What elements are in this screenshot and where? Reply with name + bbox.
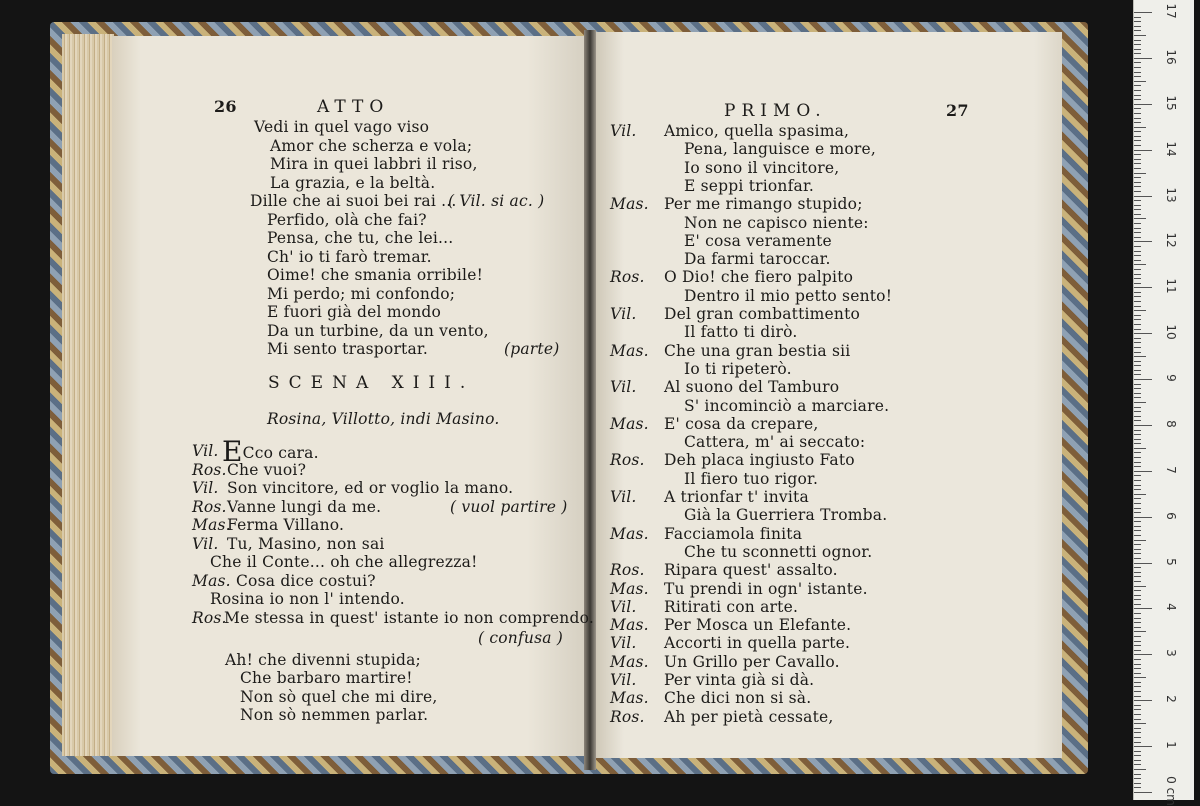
ruler-minor-tick (1134, 673, 1141, 674)
ruler-minor-tick (1134, 81, 1146, 82)
verse-line: Amor che scherza e vola; (270, 136, 473, 155)
dialogue-line: Son vincitore, ed or voglio la mano. (227, 479, 514, 497)
dialogue-line: Che dici non si sà. (664, 689, 812, 708)
speaker-label: Vil. (610, 671, 637, 689)
ruler-minor-tick (1134, 452, 1141, 453)
ruler-minor-tick (1134, 264, 1146, 265)
ruler-minor-tick (1134, 677, 1146, 678)
speaker-label: Vil. (610, 378, 637, 397)
ruler-minor-tick (1134, 85, 1141, 86)
ruler-minor-tick (1134, 783, 1141, 784)
ruler-minor-tick (1134, 95, 1141, 96)
speaker-label: Mas. (610, 652, 649, 671)
dialogue-line: Del gran combattimento (664, 305, 861, 323)
dialogue-line: E' cosa veramente (684, 231, 832, 250)
ruler-minor-tick (1134, 503, 1141, 504)
ruler-minor-tick (1134, 255, 1141, 256)
ruler-minor-tick (1134, 388, 1141, 389)
verse-line: Mi sento trasportar. (267, 340, 428, 358)
ruler-minor-tick (1134, 686, 1141, 687)
ruler-minor-tick (1134, 544, 1141, 545)
ruler-tick (1134, 700, 1152, 701)
ruler-minor-tick (1134, 595, 1141, 596)
ruler-minor-tick (1134, 269, 1141, 270)
stage-direction: ( confusa ) (478, 628, 564, 647)
ruler-minor-tick (1134, 342, 1141, 343)
ruler-minor-tick (1134, 30, 1141, 31)
ruler-minor-tick (1134, 590, 1141, 591)
ruler-minor-tick (1134, 274, 1141, 275)
ruler-minor-tick (1134, 769, 1146, 770)
ruler-minor-tick (1134, 228, 1141, 229)
ruler-minor-tick (1134, 494, 1146, 495)
ruler-minor-tick (1134, 420, 1141, 421)
aria-line: Non sò nemmen parlar. (240, 706, 429, 724)
ruler-minor-tick (1134, 296, 1141, 297)
speaker-label: Ros. (192, 497, 227, 516)
drop-initial: E (222, 435, 243, 468)
dialogue-line: Ah per pietà cessate, (664, 707, 834, 726)
speaker-label: Mas. (610, 341, 649, 360)
ruler-minor-tick (1134, 475, 1141, 476)
ruler-number: 4 (1164, 603, 1178, 612)
ruler-minor-tick (1134, 17, 1141, 18)
ruler-minor-tick (1134, 127, 1146, 128)
measuring-ruler (1133, 0, 1194, 806)
right-page (596, 32, 1062, 758)
ruler-minor-tick (1134, 361, 1141, 362)
ruler-minor-tick (1134, 567, 1141, 568)
ruler-minor-tick (1134, 44, 1141, 45)
ruler-minor-tick (1134, 714, 1141, 715)
dialogue-line: A trionfar t' invita (664, 488, 809, 506)
ruler-minor-tick (1134, 485, 1141, 486)
dialogue-line: Ritirati con arte. (664, 597, 799, 616)
ruler-minor-tick (1134, 35, 1146, 36)
speaker-label: Vil. (610, 305, 637, 323)
ruler-minor-tick (1134, 540, 1146, 541)
page-number: 26 (214, 97, 237, 116)
ruler-minor-tick (1134, 728, 1141, 729)
page-edges (62, 34, 114, 756)
ruler-number: 14 (1164, 141, 1178, 157)
ruler-tick (1134, 608, 1152, 609)
ruler-minor-tick (1134, 209, 1141, 210)
ruler-minor-tick (1134, 200, 1141, 201)
ruler-minor-tick (1134, 163, 1141, 164)
ruler-minor-tick (1134, 40, 1141, 41)
speaker-label: Vil. (192, 534, 219, 553)
ruler-tick (1134, 563, 1152, 564)
verse-line: Perfido, olà che fai? (267, 210, 427, 229)
ruler-minor-tick (1134, 347, 1141, 348)
ruler-minor-tick (1134, 402, 1146, 403)
dialogue-line: Vanne lungi da me. (227, 497, 382, 516)
ruler-tick (1134, 792, 1152, 793)
ruler-number: 7 (1164, 465, 1178, 474)
ruler-minor-tick (1134, 572, 1141, 573)
speaker-label: Vil. (610, 634, 637, 653)
ruler-number: 15 (1164, 95, 1178, 111)
speaker-label: Ros. (192, 460, 227, 479)
ruler-minor-tick (1134, 319, 1141, 320)
ruler-minor-tick (1134, 480, 1141, 481)
dialogue-line: Un Grillo per Cavallo. (664, 652, 840, 671)
verse-line: Mi perdo; mi confondo; (267, 284, 456, 303)
ruler-minor-tick (1134, 90, 1141, 91)
page-number: 27 (946, 101, 969, 120)
ruler-minor-tick (1134, 283, 1141, 284)
ruler-minor-tick (1134, 191, 1141, 192)
dialogue-line: Deh placa ingiusto Fato (664, 451, 855, 470)
ruler-minor-tick (1134, 705, 1141, 706)
speaker-label: Mas. (610, 616, 649, 635)
speaker-label: Ros. (610, 707, 645, 726)
dialogue-line: Il fiero tuo rigor. (684, 469, 819, 488)
dialogue-line: Da farmi taroccar. (684, 250, 831, 269)
ruler-number: 16 (1164, 49, 1178, 65)
ruler-minor-tick (1134, 122, 1141, 123)
aria-line: Che barbaro martire! (240, 669, 413, 687)
ruler-minor-tick (1134, 618, 1141, 619)
dialogue-line: Ripara quest' assalto. (664, 561, 838, 580)
ruler-minor-tick (1134, 26, 1141, 27)
ruler-minor-tick (1134, 310, 1146, 311)
ruler-minor-tick (1134, 613, 1141, 614)
aria-line: Ah! che divenni stupida; (225, 650, 421, 669)
dialogue-line: Accorti in quella parte. (664, 634, 851, 653)
ruler-minor-tick (1134, 108, 1141, 109)
dialogue-line: S' incominciò a marciare. (684, 396, 890, 415)
ruler-number: 8 (1164, 420, 1178, 428)
ruler-minor-tick (1134, 760, 1141, 761)
ruler-tick (1134, 241, 1152, 242)
ruler-minor-tick (1134, 774, 1141, 775)
ruler-minor-tick (1134, 136, 1141, 137)
stage-direction: ( vuol partire ) (450, 497, 568, 516)
ruler-minor-tick (1134, 393, 1141, 394)
ruler-number: 9 (1164, 374, 1178, 382)
speaker-label: Vil. (610, 122, 637, 140)
ruler-minor-tick (1134, 462, 1141, 463)
ruler-minor-tick (1134, 173, 1146, 174)
ruler-minor-tick (1134, 118, 1141, 119)
verse-line: Dille che ai suoi bei rai ... (250, 192, 457, 210)
ruler-minor-tick (1134, 72, 1141, 73)
ruler-number: 0 cm (1164, 776, 1178, 806)
ruler-tick (1134, 104, 1152, 105)
ruler-minor-tick (1134, 416, 1141, 417)
dialogue-line: E' cosa da crepare, (664, 414, 819, 433)
ruler-minor-tick (1134, 338, 1141, 339)
left-page (112, 36, 594, 756)
dialogue-line: Io ti ripeterò. (684, 359, 792, 378)
speaker-label: Mas. (610, 414, 649, 433)
ruler-number: 2 (1164, 695, 1178, 704)
ruler-number: 12 (1164, 232, 1178, 249)
ruler-minor-tick (1134, 260, 1141, 261)
ruler-minor-tick (1134, 558, 1141, 559)
ruler-minor-tick (1134, 604, 1141, 605)
speaker-label: Mas. (192, 516, 231, 534)
ruler-minor-tick (1134, 742, 1141, 743)
ruler-tick (1134, 12, 1152, 13)
ruler-minor-tick (1134, 186, 1141, 187)
speaker-label: Mas. (192, 571, 231, 590)
dialogue-line: Facciamola finita (664, 524, 803, 543)
speaker-label: Ros. (192, 608, 227, 627)
dialogue-line: Cattera, m' ai seccato: (684, 433, 866, 452)
ruler-minor-tick (1134, 439, 1141, 440)
speaker-label: Ros. (610, 451, 645, 470)
ruler-minor-tick (1134, 787, 1141, 788)
dialogue-line: Me stessa in quest' istante io non comprendo. (224, 608, 594, 627)
ruler-minor-tick (1134, 622, 1141, 623)
ruler-minor-tick (1134, 237, 1141, 238)
dialogue-line: E seppi trionfar. (684, 176, 815, 195)
speaker-label: Ros. (610, 561, 645, 580)
ruler-minor-tick (1134, 448, 1146, 449)
ruler-minor-tick (1134, 512, 1141, 513)
ruler-minor-tick (1134, 251, 1141, 252)
ruler-minor-tick (1134, 168, 1141, 169)
speaker-label: Mas. (610, 524, 649, 543)
ruler-minor-tick (1134, 397, 1141, 398)
speaker-label: Vil. (192, 442, 219, 460)
ruler-minor-tick (1134, 443, 1141, 444)
ruler-minor-tick (1134, 301, 1141, 302)
ruler-minor-tick (1134, 764, 1141, 765)
ruler-minor-tick (1134, 498, 1141, 499)
ruler-minor-tick (1134, 145, 1141, 146)
verse-line: Ch' io ti farò tremar. (267, 247, 432, 266)
ruler-minor-tick (1134, 535, 1141, 536)
ruler-minor-tick (1134, 205, 1141, 206)
ruler-minor-tick (1134, 306, 1141, 307)
ruler-minor-tick (1134, 645, 1141, 646)
ruler-minor-tick (1134, 599, 1141, 600)
dialogue-line: Non ne capisco niente: (684, 213, 869, 232)
ruler-minor-tick (1134, 530, 1141, 531)
ruler-minor-tick (1134, 457, 1141, 458)
scene-title: SCENA XIII. (268, 373, 475, 393)
ruler-minor-tick (1134, 659, 1141, 660)
ruler-minor-tick (1134, 177, 1141, 178)
dialogue-line: Per Mosca un Elefante. (664, 616, 852, 635)
ruler-minor-tick (1134, 182, 1141, 183)
ruler-minor-tick (1134, 67, 1141, 68)
dialogue-line: Rosina io non l' intendo. (210, 590, 405, 608)
ruler-minor-tick (1134, 553, 1141, 554)
speaker-label: Mas. (610, 579, 649, 598)
ruler-minor-tick (1134, 246, 1141, 247)
speaker-label: Mas. (610, 689, 649, 708)
ruler-minor-tick (1134, 526, 1141, 527)
ruler-minor-tick (1134, 489, 1141, 490)
dialogue-line: Che tu sconnetti ognor. (684, 542, 873, 561)
verse-line: Vedi in quel vago viso (254, 118, 430, 136)
dialogue-line: Tu prendi in ogn' istante. (664, 579, 868, 598)
ruler-minor-tick (1134, 668, 1141, 669)
ruler-minor-tick (1134, 521, 1141, 522)
ruler-number: 6 (1164, 511, 1178, 520)
ruler-tick (1134, 58, 1152, 59)
ruler-minor-tick (1134, 755, 1141, 756)
ruler-minor-tick (1134, 315, 1141, 316)
ruler-minor-tick (1134, 696, 1141, 697)
verse-line: E fuori già del mondo (267, 303, 442, 321)
dialogue-line: Al suono del Tamburo (664, 378, 840, 397)
ruler-minor-tick (1134, 434, 1141, 435)
ruler-minor-tick (1134, 62, 1141, 63)
dialogue-line: Che una gran bestia sii (664, 341, 851, 360)
speaker-label: Vil. (192, 479, 219, 497)
verse-line: Da un turbine, da un vento, (267, 321, 489, 340)
ruler-minor-tick (1134, 49, 1141, 50)
ruler-minor-tick (1134, 370, 1141, 371)
ruler-minor-tick (1134, 723, 1146, 724)
ruler-minor-tick (1134, 581, 1141, 582)
ruler-number: 11 (1164, 278, 1178, 294)
ruler-minor-tick (1134, 682, 1141, 683)
dialogue-line: Il fatto ti dirò. (684, 323, 798, 342)
ruler-minor-tick (1134, 407, 1141, 408)
dialogue-line: Io sono il vincitore, (684, 158, 840, 177)
ruler-minor-tick (1134, 113, 1141, 114)
ruler-minor-tick (1134, 650, 1141, 651)
ruler-minor-tick (1134, 627, 1141, 628)
ruler-minor-tick (1134, 691, 1141, 692)
ruler-minor-tick (1134, 53, 1141, 54)
stage-direction: (parte) (504, 340, 560, 358)
ruler-number: 17 (1164, 3, 1178, 19)
ruler-minor-tick (1134, 641, 1141, 642)
ruler-minor-tick (1134, 76, 1141, 77)
speaker-label: Ros. (610, 268, 645, 287)
dialogue-line: Già la Guerriera Tromba. (684, 506, 888, 525)
dialogue-line: O Dio! che fiero palpito (664, 268, 854, 287)
ruler-minor-tick (1134, 411, 1141, 412)
dialogue-line: Che vuoi? (227, 460, 307, 479)
ruler-minor-tick (1134, 278, 1141, 279)
ruler-tick (1134, 517, 1152, 518)
ruler-minor-tick (1134, 631, 1146, 632)
dialogue-line: Pena, languisce e more, (684, 140, 877, 159)
verse-line: Mira in quei labbri il riso, (270, 155, 478, 173)
ruler-minor-tick (1134, 636, 1141, 637)
ruler-minor-tick (1134, 751, 1141, 752)
ruler-minor-tick (1134, 99, 1141, 100)
ruler-number: 1 (1164, 741, 1178, 749)
ruler-minor-tick (1134, 159, 1141, 160)
ruler-tick (1134, 746, 1152, 747)
dialogue-line: Per vinta già si dà. (664, 671, 815, 689)
dialogue-line: Per me rimango stupido; (664, 195, 863, 214)
ruler-minor-tick (1134, 324, 1141, 325)
ruler-number: 5 (1164, 557, 1178, 566)
ruler-minor-tick (1134, 576, 1141, 577)
running-head: ATTO (317, 97, 390, 117)
ruler-minor-tick (1134, 732, 1141, 733)
ruler-minor-tick (1134, 778, 1141, 779)
ruler-minor-tick (1134, 329, 1141, 330)
ruler-minor-tick (1134, 214, 1141, 215)
ruler-minor-tick (1134, 292, 1141, 293)
dialogue-line: Ferma Villano. (227, 516, 345, 534)
ruler-minor-tick (1134, 356, 1146, 357)
verse-line: La grazia, e la beltà. (270, 173, 436, 192)
aria-line: Non sò quel che mi dire, (240, 687, 438, 706)
ruler-number: 13 (1164, 186, 1178, 203)
ruler-number: 3 (1164, 649, 1178, 658)
ruler-minor-tick (1134, 140, 1141, 141)
ruler-minor-tick (1134, 131, 1141, 132)
ruler-minor-tick (1134, 719, 1141, 720)
ruler-tick (1134, 333, 1152, 334)
ruler-minor-tick (1134, 466, 1141, 467)
speaker-label: Vil. (610, 488, 637, 506)
ruler-tick (1134, 150, 1152, 151)
book-gutter (584, 30, 596, 770)
ruler-number: 10 (1164, 324, 1178, 340)
ruler-tick (1134, 654, 1152, 655)
ruler-minor-tick (1134, 365, 1141, 366)
ruler-tick (1134, 379, 1152, 380)
ruler-minor-tick (1134, 549, 1141, 550)
ruler-minor-tick (1134, 508, 1141, 509)
ruler-minor-tick (1134, 232, 1141, 233)
ruler-tick (1134, 471, 1152, 472)
ruler-minor-tick (1134, 374, 1141, 375)
ruler-minor-tick (1134, 223, 1141, 224)
dialogue-line: Cosa dice costui? (236, 571, 376, 590)
ruler-tick (1134, 287, 1152, 288)
stage-direction: ( Vil. si ac. ) (448, 192, 545, 210)
ruler-minor-tick (1134, 384, 1141, 385)
verse-line: Oime! che smania orribile! (267, 266, 484, 284)
ruler-minor-tick (1134, 709, 1141, 710)
running-head: PRIMO. (724, 101, 827, 121)
ruler-minor-tick (1134, 664, 1141, 665)
speaker-label: Vil. (610, 597, 637, 616)
dialogue-line: Tu, Masino, non sai (227, 534, 385, 553)
ruler-tick (1134, 425, 1152, 426)
ruler-minor-tick (1134, 21, 1141, 22)
ruler-minor-tick (1134, 430, 1141, 431)
dialogue-line: ECco cara. (222, 435, 319, 468)
ruler-minor-tick (1134, 154, 1141, 155)
ruler-tick (1134, 196, 1152, 197)
scene-cast: Rosina, Villotto, indi Masino. (267, 410, 500, 428)
ruler-minor-tick (1134, 586, 1146, 587)
ruler-minor-tick (1134, 218, 1146, 219)
dialogue-line: Dentro il mio petto sento! (684, 286, 893, 305)
dialogue-line: Che il Conte... oh che allegrezza! (210, 553, 478, 571)
ruler-minor-tick (1134, 352, 1141, 353)
speaker-label: Mas. (610, 195, 649, 214)
ruler-minor-tick (1134, 737, 1141, 738)
verse-line: Pensa, che tu, che lei... (267, 229, 454, 247)
dialogue-line: Amico, quella spasima, (664, 122, 850, 140)
